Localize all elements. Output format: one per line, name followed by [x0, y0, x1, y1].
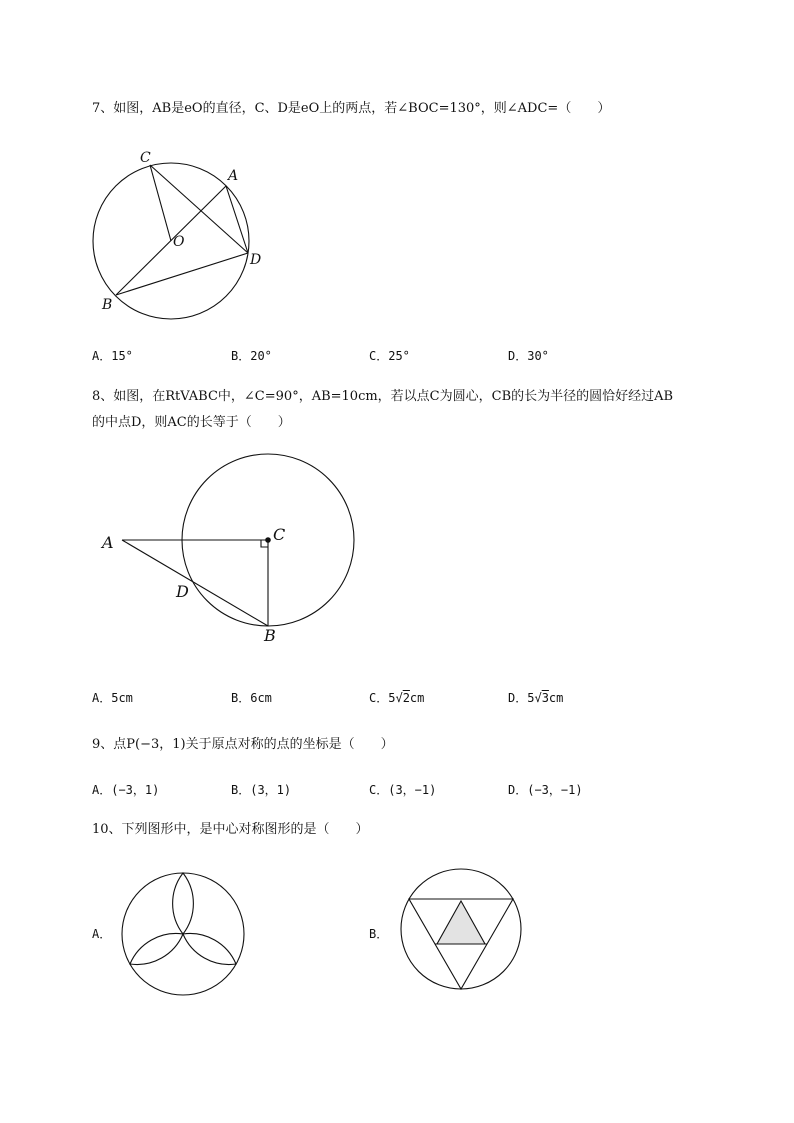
question-7-stem: 7、如图，AB是eO的直径，C、D是eO上的两点，若∠BOC=130°，则∠ADC=（ ）	[92, 101, 611, 116]
question-8-stem-line1: 8、如图，在RtVABC中，∠C=90°，AB=10cm，若以点C为圆心，CB的长为半径的圆恰好经过AB	[92, 389, 674, 404]
q9-option-c[interactable]: C．(3，−1)	[369, 783, 437, 797]
q8-option-d-radicand: 3	[541, 691, 549, 705]
q8-option-c-radicand: 2	[402, 691, 410, 705]
q10-option-a-label[interactable]: A．	[92, 927, 112, 941]
sqrt-symbol: √3	[534, 691, 549, 705]
q7-label-c: C	[140, 150, 151, 166]
q7-option-a[interactable]: A．15°	[92, 349, 133, 363]
q8-label-c: C	[273, 525, 286, 544]
q8-option-c-prefix: C．5	[369, 691, 396, 705]
q7-option-c[interactable]: C．25°	[369, 349, 410, 363]
q7-option-b[interactable]: B．20°	[231, 349, 272, 363]
q8-label-b: B	[264, 626, 276, 645]
sqrt-symbol: √2	[395, 691, 410, 705]
q8-option-a[interactable]: A．5cm	[92, 691, 133, 705]
q7-label-a: A	[228, 168, 239, 184]
q8-label-a: A	[102, 533, 114, 552]
q8-label-d: D	[176, 582, 189, 601]
q7-option-d[interactable]: D．30°	[508, 349, 549, 363]
q9-option-a[interactable]: A．(−3，1)	[92, 783, 160, 797]
q8-option-d-prefix: D．5	[508, 691, 535, 705]
q10b-middle-triangle-shaded	[437, 901, 485, 944]
q10-option-b-label[interactable]: B．	[369, 927, 389, 941]
q8-option-c-unit: cm	[409, 691, 425, 705]
q7-label-o: O	[173, 234, 185, 250]
q9-option-d[interactable]: D．(−3，−1)	[508, 783, 583, 797]
question-9-stem: 9、点P(−3，1)关于原点对称的点的坐标是（ ）	[92, 737, 394, 752]
q8-option-d-unit: cm	[548, 691, 564, 705]
q7-label-d: D	[250, 252, 262, 268]
q7-label-b: B	[102, 297, 113, 313]
q9-option-b[interactable]: B．(3，1)	[231, 783, 292, 797]
q8-option-b[interactable]: B．6cm	[231, 691, 272, 705]
question-10-stem: 10、下列图形中，是中心对称图形的是（ ）	[92, 822, 369, 837]
question-8-stem-line2: 的中点D，则AC的长等于（ ）	[92, 415, 291, 430]
